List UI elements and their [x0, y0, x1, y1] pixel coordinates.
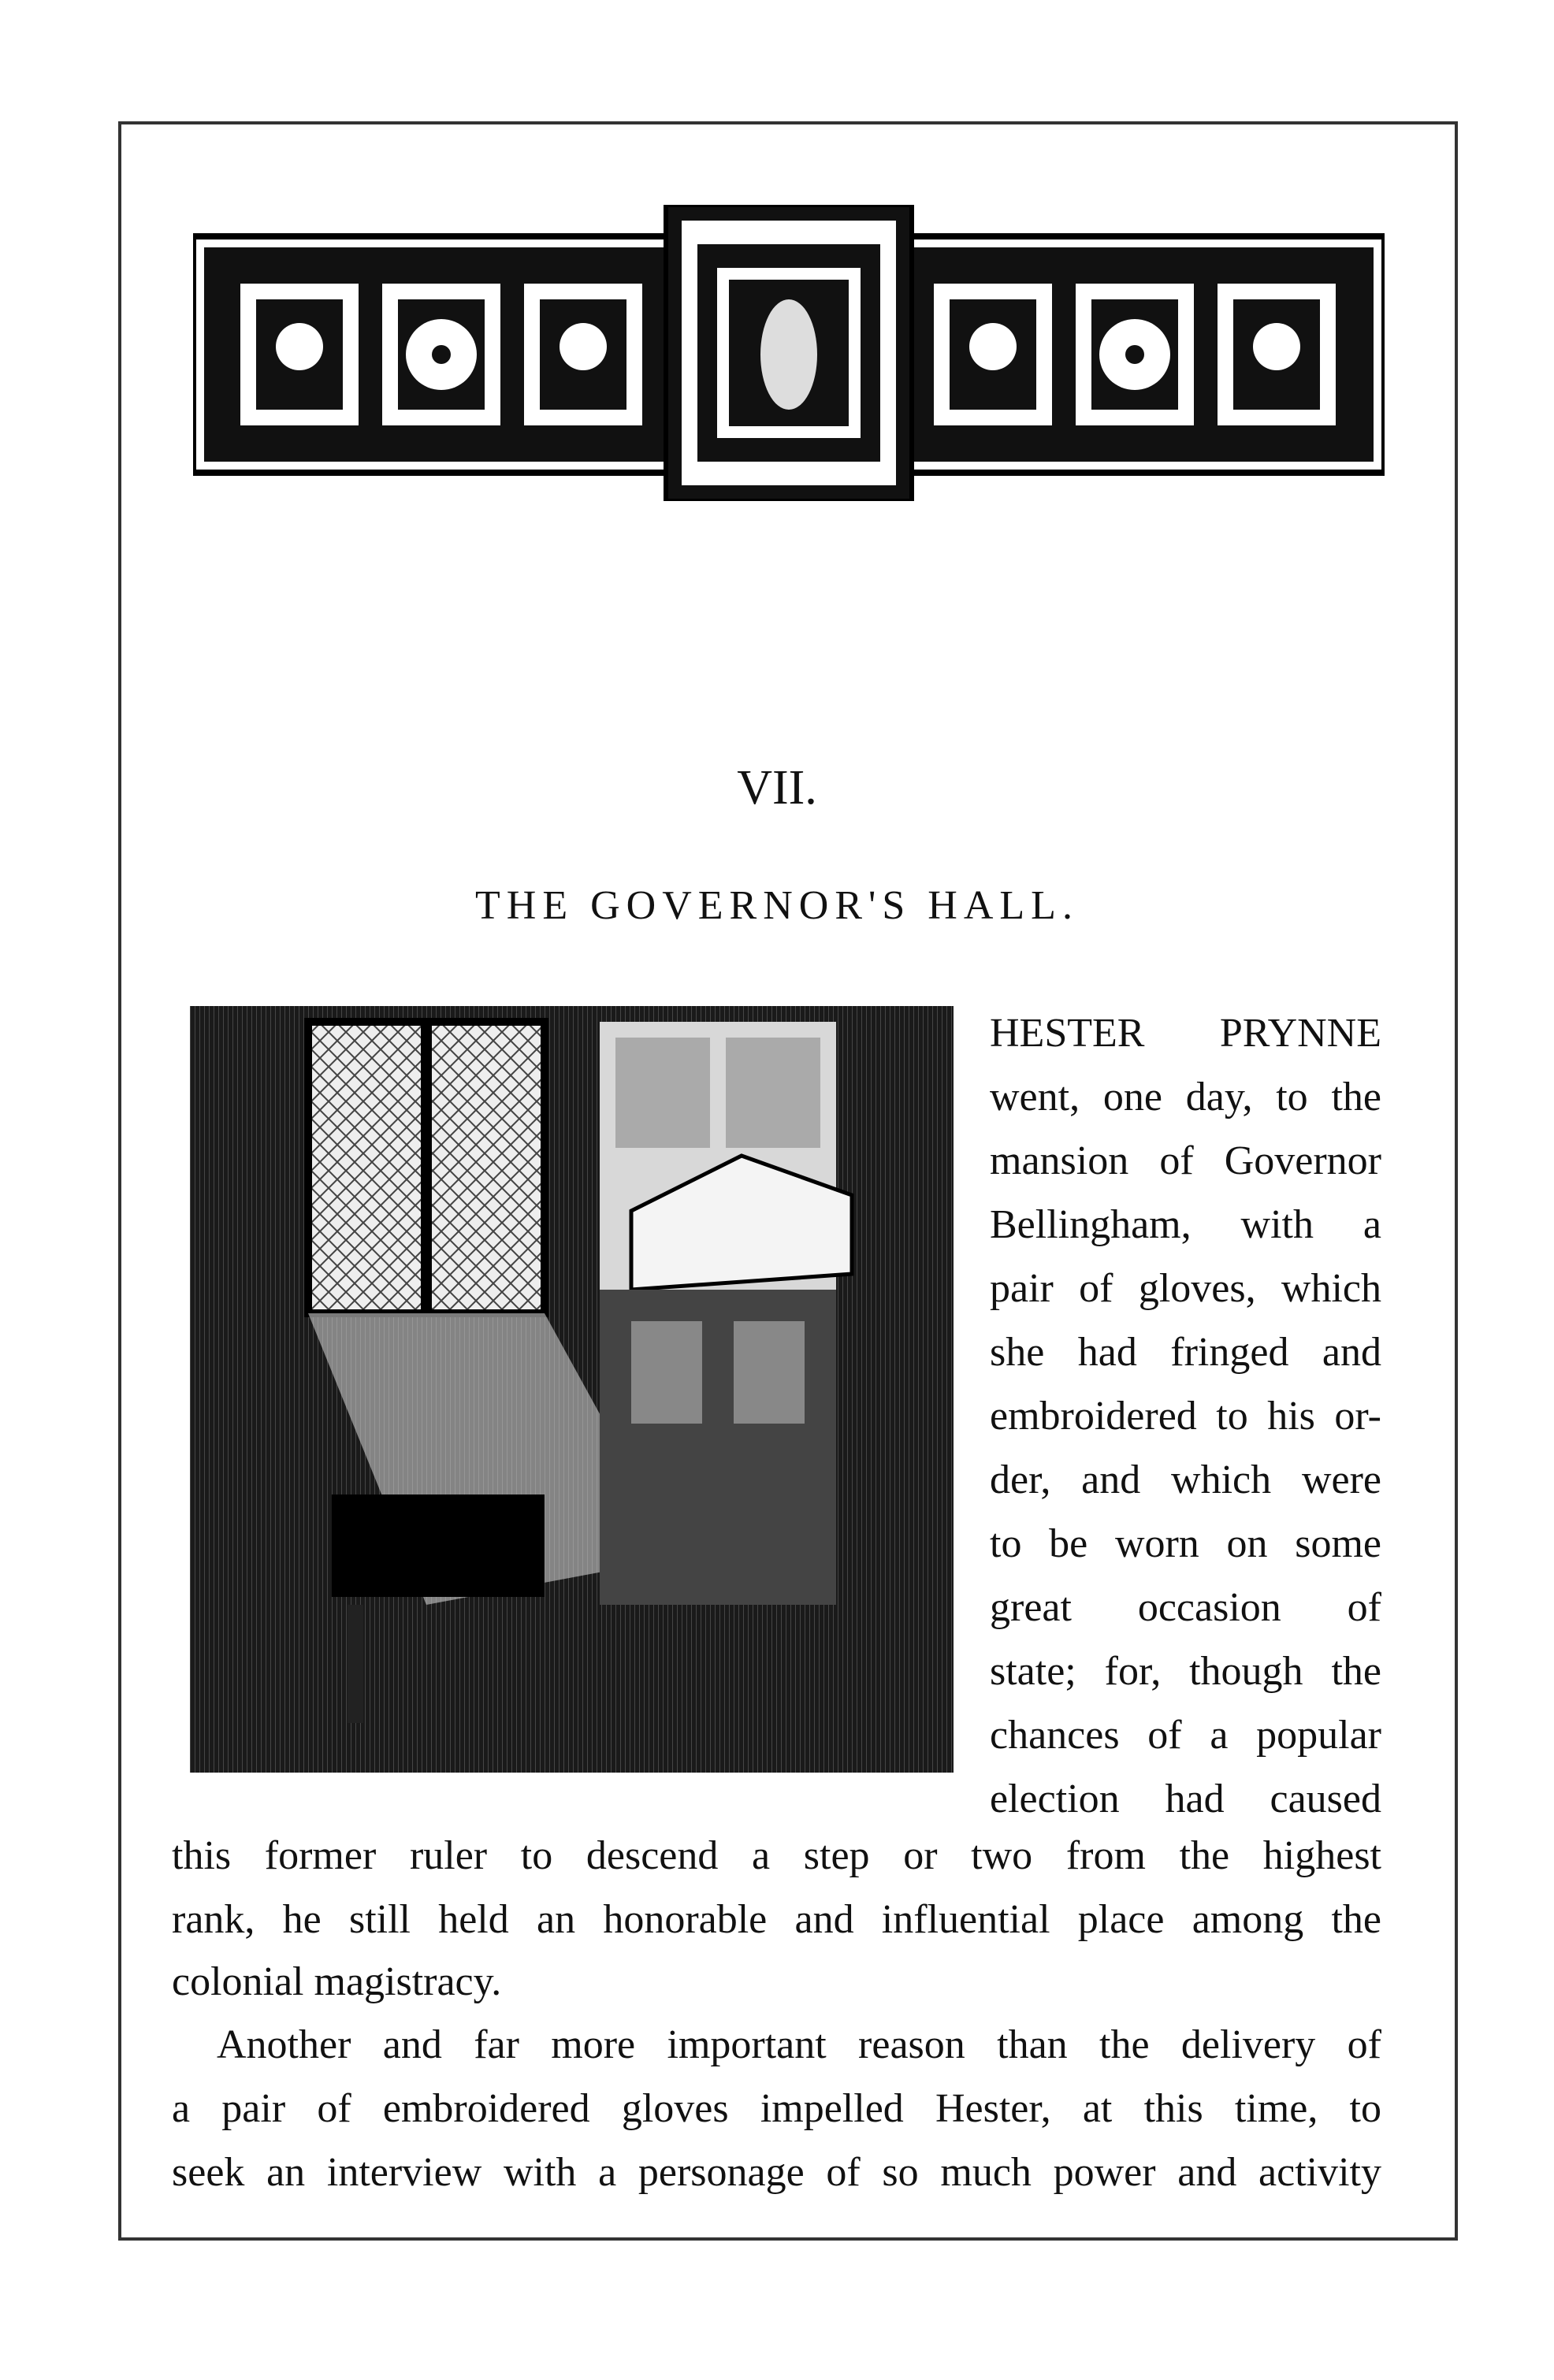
text-line: der, and which were: [990, 1457, 1381, 1502]
chapter-title: THE GOVERNOR'S HALL.: [475, 883, 1079, 928]
text-line: rank, he still held an honorable and influential place among the: [172, 1897, 1381, 1942]
text-line: Bellingham, with a: [990, 1202, 1381, 1247]
decorative-header-ornament: [193, 205, 1385, 501]
text-line: this former ruler to descend a step or two from the highest: [172, 1833, 1381, 1878]
text-line: HESTER PRYNNE: [990, 1011, 1381, 1056]
text-line: embroidered to his or-: [990, 1394, 1381, 1439]
text-line: pair of gloves, which: [990, 1266, 1381, 1311]
text-line: election had caused: [990, 1777, 1381, 1821]
chapter-number: VII.: [737, 761, 817, 815]
text-line: seek an interview with a personage of so much power and activity: [172, 2150, 1381, 2195]
text-line: chances of a popular: [990, 1713, 1381, 1758]
text-line: colonial magistracy.: [172, 1959, 502, 2004]
text-line: she had fringed and: [990, 1330, 1381, 1375]
text-line: a pair of embroidered gloves impelled Hester, at this time, to: [172, 2086, 1381, 2131]
text-line: state; for, though the: [990, 1649, 1381, 1694]
engraving-illustration: [190, 1006, 954, 1773]
text-line: to be worn on some: [990, 1521, 1381, 1566]
text-line: great occasion of: [990, 1585, 1381, 1630]
text-line: mansion of Governor: [990, 1138, 1381, 1183]
text-line: went, one day, to the: [990, 1075, 1381, 1119]
text-line: Another and far more important reason than the delivery of: [217, 2022, 1381, 2067]
